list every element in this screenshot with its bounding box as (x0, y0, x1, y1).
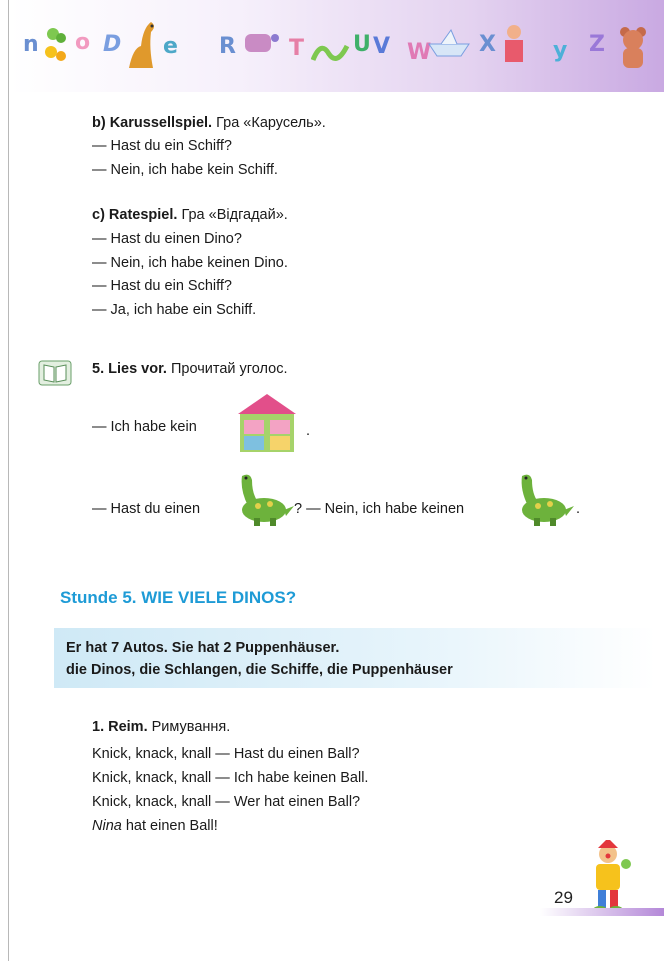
rhyme-line: Knick, knack, knall — Wer hat einen Ball? (92, 794, 361, 810)
exercise-c-line: — Ja, ich habe ein Schiff. (92, 302, 257, 318)
snake-icon (311, 36, 351, 66)
exercise-5-line-1-end: . (306, 423, 311, 439)
rhyme-last-line (92, 817, 218, 835)
exercise-5-line-2-part-1: — Hast du einen (92, 501, 201, 517)
banner-letter: U (353, 32, 371, 57)
teddy-bear-icon (617, 24, 649, 72)
exercise-5-label: 5. Lies vor. (92, 361, 167, 377)
grammar-box (54, 628, 656, 688)
lesson-title: Stunde 5. WIE VIELE DINOS? (60, 588, 297, 607)
exercise-5-line-1: — Ich habe kein (92, 419, 197, 435)
exercise-c-heading (92, 206, 288, 224)
dino-toy-icon (508, 470, 574, 530)
exercise-c-line: — Hast du ein Schiff? (92, 278, 232, 294)
exercise-c-line: — Nein, ich habe keinen Dino. (92, 255, 288, 271)
rhyme-last-rest: hat einen Ball! (121, 818, 218, 834)
page-number: 29 (554, 888, 573, 907)
dollhouse-icon (234, 392, 300, 454)
robot-icon (241, 28, 281, 58)
rhyme-instruction: Римування. (151, 719, 231, 735)
grammar-line-2: die Dinos, die Schlangen, die Schiffe, die Puppenhäuser (66, 662, 453, 678)
banner-letter: y (553, 38, 568, 63)
footer-band (540, 908, 664, 916)
paper-boat-icon (427, 28, 471, 58)
banner-letter: D (103, 32, 122, 57)
banner-letter: T (289, 36, 305, 61)
exercise-c-instruction: Гра «Відгадай». (181, 207, 288, 223)
rhyme-name: Nina (92, 818, 122, 834)
dinosaur-icon (123, 18, 159, 70)
dino-toy-icon (228, 470, 294, 530)
exercise-c-label: c) Ratespiel. (92, 207, 178, 223)
exercise-b-label: b) Karussellspiel. (92, 115, 213, 131)
exercise-5-instruction: Прочитай уголос. (171, 361, 288, 377)
exercise-5-line-2-end: . (576, 501, 581, 517)
banner-letter: n (23, 32, 39, 57)
banner-letter: e (163, 34, 178, 59)
exercise-5-line-2-part-2: ? — Nein, ich habe keinen (294, 501, 465, 517)
alphabet-letters (23, 14, 663, 84)
exercise-b-instruction: Гра «Карусель». (216, 115, 326, 131)
alphabet-banner (9, 0, 664, 92)
book-icon (38, 360, 72, 386)
exercise-5-heading (92, 360, 288, 378)
banner-letter: X (479, 32, 496, 57)
banner-letter: Z (589, 32, 605, 57)
rhyme-line: Knick, knack, knall — Ich habe keinen Ball. (92, 770, 369, 786)
flower-icon (41, 24, 71, 64)
banner-letter: W (407, 40, 432, 65)
exercise-b-line: — Hast du ein Schiff? (92, 138, 232, 154)
rhyme-label: 1. Reim. (92, 719, 148, 735)
grammar-line-1: Er hat 7 Autos. Sie hat 2 Puppenhäuser. (66, 640, 340, 656)
exercise-b-line: — Nein, ich habe kein Schiff. (92, 162, 278, 178)
exercise-c-line: — Hast du einen Dino? (92, 231, 242, 247)
exercise-b-heading (92, 114, 326, 132)
clown-doll-icon (499, 22, 529, 70)
rhyme-heading (92, 718, 230, 736)
banner-letter: V (373, 34, 391, 59)
clown-icon (584, 840, 632, 916)
banner-letter: o (75, 30, 91, 55)
banner-letter: R (219, 34, 236, 59)
rhyme-line: Knick, knack, knall — Hast du einen Ball? (92, 746, 360, 762)
